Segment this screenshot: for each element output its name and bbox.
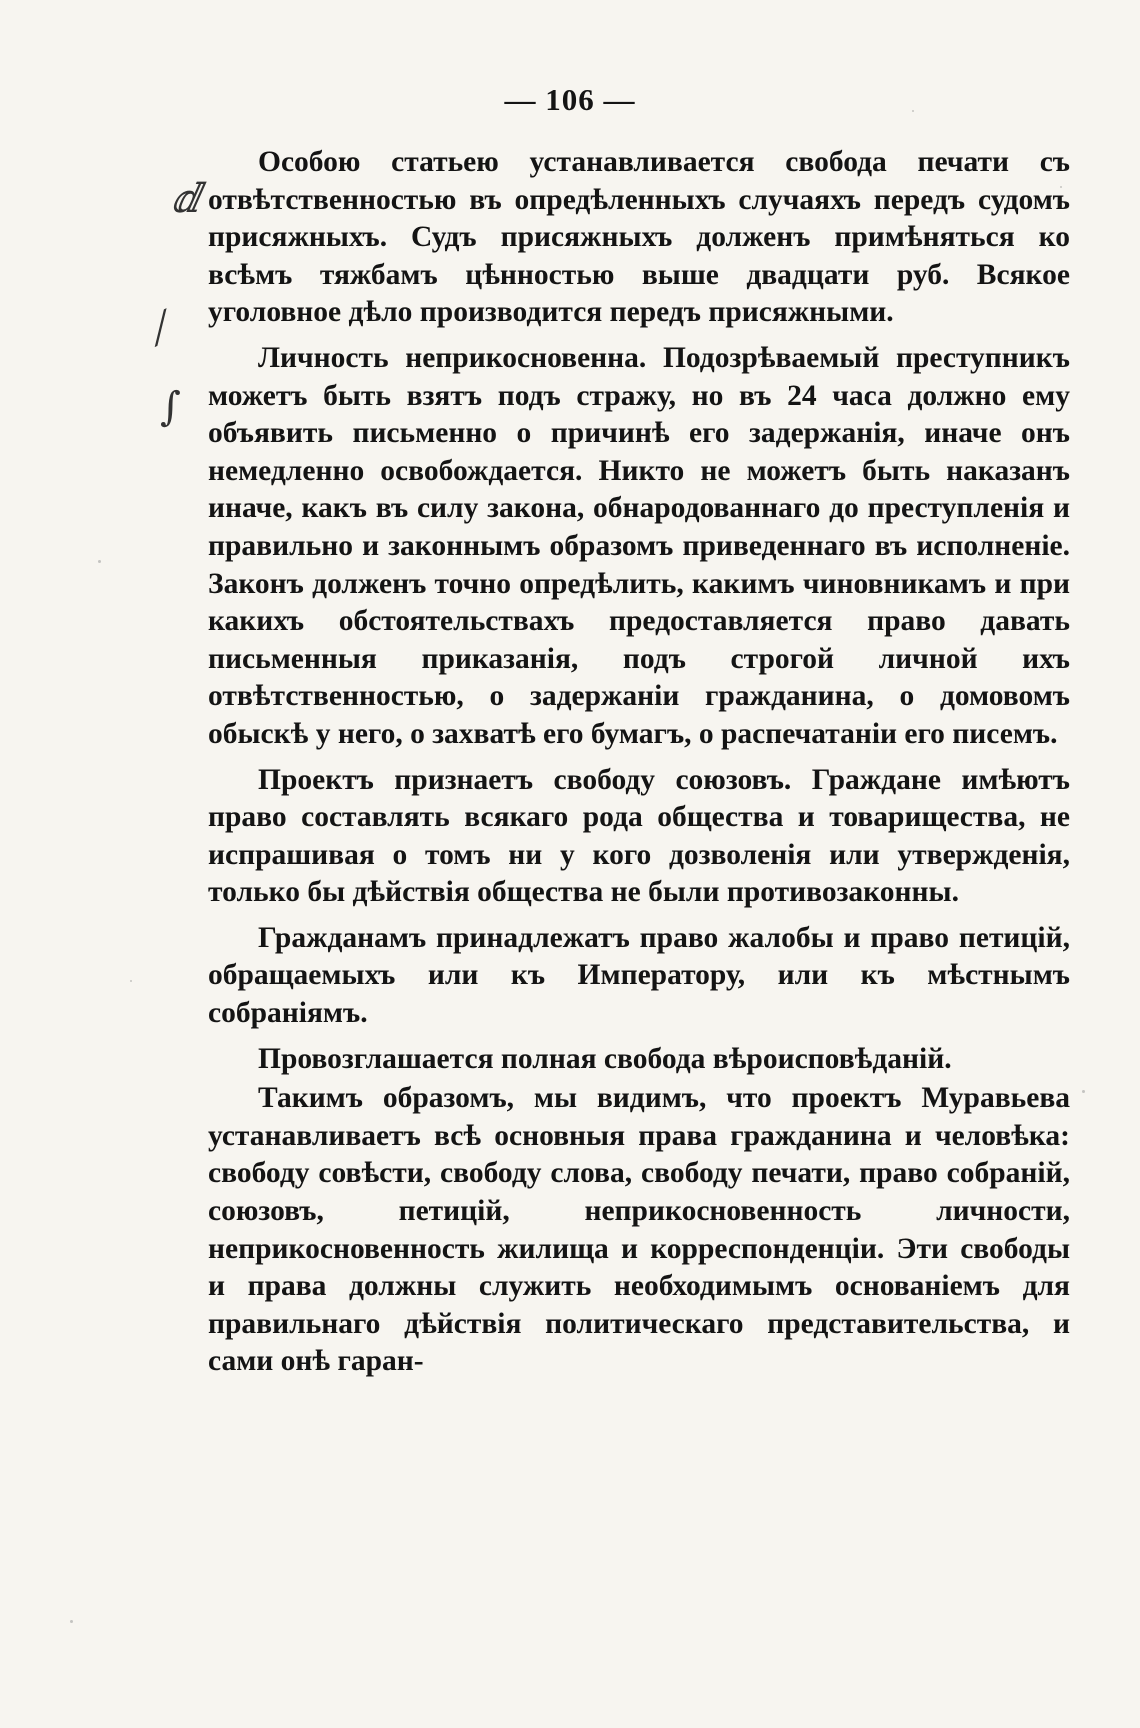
speck bbox=[1082, 1090, 1085, 1093]
paragraph-summary: Такимъ образомъ, мы видимъ, что проектъ Муравьева устанавливаетъ всѣ основныя права гражданина и человѣка: свободу совѣсти, свободу слова, свободу печати, право собраній, союзовъ, петицій, неприкосновенность личности, неприкосновенность жилища и корреспонденціи. Эти свободы и права должны служить необходимымъ основаніемъ для правильнаго дѣйствія политическаго представительства, и сами онѣ гаран- bbox=[208, 1082, 1070, 1378]
margin-annotation: ∫ bbox=[160, 384, 181, 430]
speck bbox=[130, 980, 132, 982]
paragraph-freedom-of-association: Проектъ признаетъ свободу союзовъ. Граждане имѣютъ право составлять всякаго рода общества и товарищества, не испрашивая о томъ ни у кого дозволенія или утвержденія, только бы дѣйствія общества не были противозаконны. bbox=[208, 763, 1070, 909]
page-number: — 106 — bbox=[504, 82, 636, 117]
speck bbox=[70, 1620, 73, 1623]
margin-annotation: ⅆ bbox=[172, 176, 200, 222]
paragraph-personal-inviolability: Личность неприкосновенна. Подозрѣваемый преступникъ можетъ быть взятъ подъ стражу, но въ 24 часа должно ему объявить письменно о причинѣ его задержанія, иначе онъ немедленно освобождается. Никто не можетъ быть наказанъ иначе, какъ въ силу закона, обнародованнаго до преступленія и правильно и законнымъ образомъ приведеннаго въ исполненіе. Законъ долженъ точно опредѣлить, какимъ чиновникамъ и при какихъ обстоятельствахъ предоставляется право давать письменныя приказанія, подъ строгой личной ихъ отвѣтственностью, о задержаніи гражданина, о домовомъ обыскѣ у него, о захватѣ его бумагъ, о распечатаніи его писемъ. bbox=[208, 341, 1070, 750]
margin-annotation: ⁄ bbox=[148, 306, 175, 352]
paragraph-right-of-petition: Гражданамъ принадлежатъ право жалобы и право петицій, обращаемыхъ или къ Императору, или къ мѣстнымъ собраніямъ. bbox=[208, 921, 1070, 1030]
paragraph-press-freedom: Особою статьею устанавливается свобода печати съ отвѣтственностью въ опредѣленныхъ случаяхъ передъ судомъ присяжныхъ. Судъ присяжныхъ долженъ примѣняться ко всѣмъ тяжбамъ цѣнностью выше двадцати руб. Всякое уголовное дѣло производится передъ присяжными. bbox=[208, 146, 1070, 329]
paragraph-religious-freedom: Провозглашается полная свобода вѣроисповѣданій. bbox=[258, 1042, 952, 1075]
speck bbox=[98, 560, 101, 563]
body-text bbox=[208, 144, 1070, 1389]
